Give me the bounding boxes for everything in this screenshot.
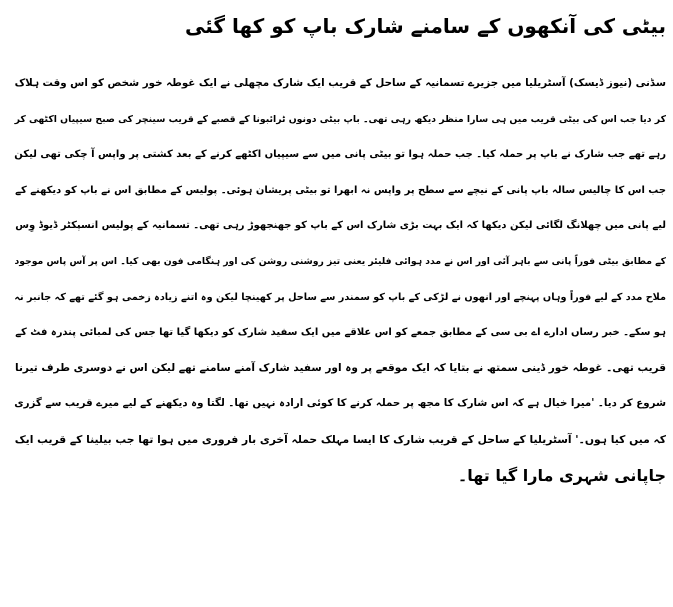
article-line: قریب تھی۔ غوطہ خور ڈینی سمتھ نے بتایا کہ ایک موقعے پر وہ اور سفید شارک آمنے سامنے تھے لیکن اس نے دوسری طرف تیرنا — [15, 361, 666, 374]
article-line: ملاح مدد کے لیے فوراً وہاں پہنچے اور انھوں نے لڑکی کے باپ کو سمندر سے ساحل پر کھینچا لیکن وہ اتنے زیادہ زخمی ہو گئے تھے کہ جانبر نہ — [14, 291, 666, 303]
article-headline: بیٹی کی آنکھوں کے سامنے شارک باپ کو کھا گئی — [184, 14, 666, 38]
article-line: رہے تھے جب شارک نے باپ پر حملہ کیا۔ جب حملہ ہوا تو بیٹی پانی میں سے سیپیاں اکٹھے کرنے کے بعد کشتی پر واپس آ چکی تھی لیکن — [14, 149, 666, 161]
article-line: کہ میں کیا ہوں۔' آسٹریلیا کے ساحل کے قریب شارک کا ایسا مہلک حملہ آخری بار فروری میں ہوا تھا جب بیلینا کے قریب ایک — [14, 432, 666, 446]
article-line: کے مطابق بیٹی فوراً پانی سے باہر آئی اور اس نے مدد ہوائی فلیئر یعنی تیز روشنی روشن کی اور ہنگامی فون بھی کیا۔ اس پر آس پاس موجود — [14, 255, 666, 267]
article-line: جب اس کا چالیس سالہ باپ پانی کے نیچے سے سطح پر واپس نہ ابھرا تو بیٹی پریشان ہوئی۔ پولیس کے مطابق اس نے باپ کو دیکھنے کے — [15, 184, 666, 196]
article-line: لیے پانی میں چھلانگ لگائی لیکن دیکھا کہ ایک بہت بڑی شارک اس کے باپ کو جھنجھوڑ رہی تھی۔ تسمانیہ کے پولیس انسپکٹر ڈیوڈ وِس — [15, 220, 666, 232]
article-line: ہو سکے۔ خبر رساں ادارے اے بی سی کے مطابق جمعے کو اس علاقے میں ایک سفید شارک کو دیکھا گیا تھا جس کی لمبائی پندرہ فٹ کے — [15, 327, 666, 339]
article-body — [14, 66, 666, 493]
news-article — [14, 6, 666, 493]
article-line: شروع کر دیا۔ 'میرا خیال ہے کہ اس شارک کا مجھ پر حملہ کرنے کا کوئی ارادہ نہیں تھا۔ لگتا وہ دیکھنے کے لیے میرے قریب سے گزری — [14, 398, 666, 410]
article-line: جاپانی شہری مارا گیا تھا۔ — [457, 465, 666, 485]
article-line: کر دیا جب اس کی بیٹی قریب میں ہی سارا منظر دیکھ رہی تھی۔ باپ بیٹی دونوں ٹرائبونا کے قصبے کے قریب سینچر کی صبح سیپیاں اکٹھی کر — [14, 113, 666, 125]
article-line: سڈنی (نیوز ڈیسک) آسٹریلیا میں جزیرے تسمانیہ کے ساحل کے قریب ایک شارک مچھلی نے ایک غوطہ خور شخص کو اس وقت ہلاک — [14, 77, 666, 89]
